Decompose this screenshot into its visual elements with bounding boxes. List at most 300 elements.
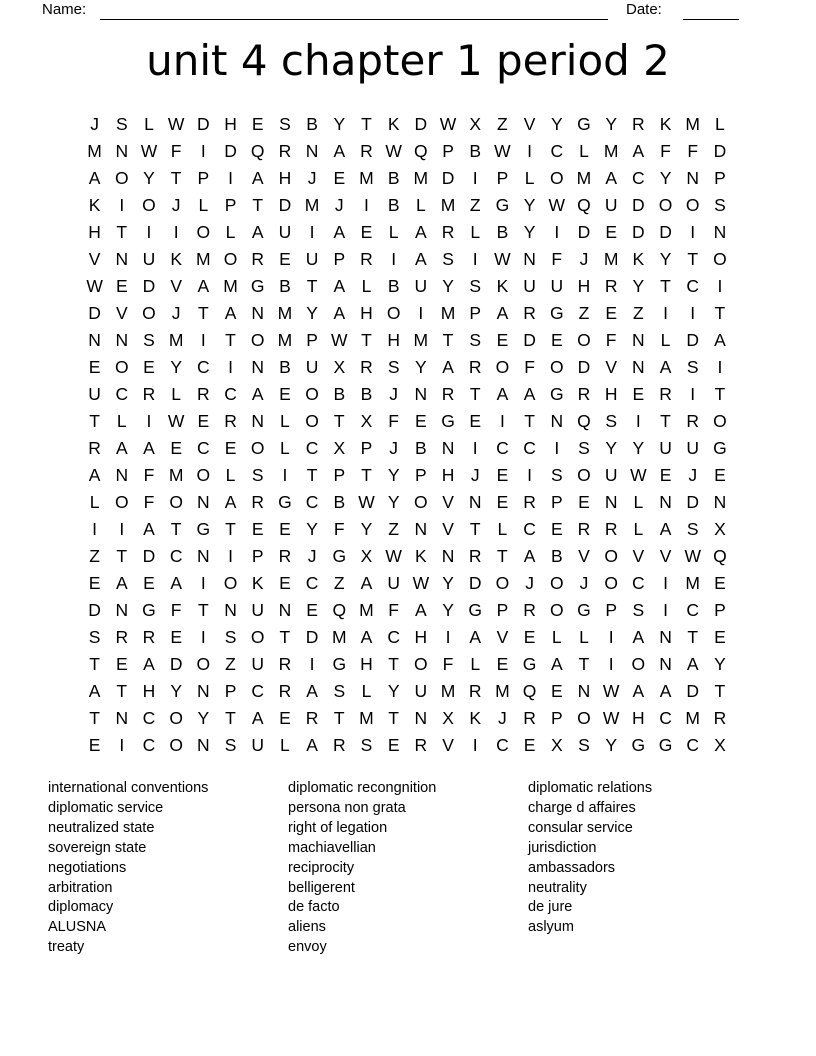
- name-label: Name:: [42, 1, 87, 18]
- word-list-item: diplomatic service: [48, 799, 164, 816]
- grid-letter: T: [225, 519, 236, 539]
- grid-letter: N: [659, 627, 672, 647]
- word-list-item: aslyum: [528, 919, 574, 936]
- grid-letter: I: [92, 519, 98, 539]
- grid-letter: I: [445, 627, 451, 647]
- grid-letter: T: [89, 708, 100, 728]
- grid-letter: T: [388, 708, 399, 728]
- grid-letter: I: [554, 222, 560, 242]
- grid-letter: A: [170, 573, 182, 593]
- grid-letter: H: [441, 465, 455, 485]
- grid-letter: H: [632, 708, 645, 728]
- grid-letter: Y: [523, 222, 536, 242]
- grid-letter: W: [439, 114, 457, 134]
- grid-letter: D: [686, 681, 700, 701]
- grid-letter: U: [142, 249, 156, 269]
- grid-letter: I: [690, 384, 696, 404]
- word-list-item: negotiations: [48, 859, 127, 876]
- grid-letter: R: [686, 411, 700, 431]
- grid-letter: A: [496, 303, 509, 323]
- grid-letter: N: [414, 519, 428, 539]
- grid-letter: Y: [143, 168, 155, 188]
- grid-letter: M: [196, 249, 211, 269]
- grid-letter: S: [578, 735, 590, 755]
- grid-letter: S: [143, 330, 155, 350]
- grid-letter: S: [605, 411, 617, 431]
- grid-letter: I: [200, 627, 206, 647]
- grid-letter: F: [170, 141, 182, 161]
- grid-letter: S: [686, 519, 699, 539]
- grid-letter: A: [224, 492, 237, 512]
- grid-letter: P: [415, 465, 427, 485]
- grid-letter: I: [472, 735, 478, 755]
- grid-letter: U: [604, 195, 618, 215]
- grid-letter: L: [280, 735, 290, 755]
- word-list-item: de jure: [528, 899, 573, 916]
- grid-letter: E: [496, 465, 509, 485]
- grid-letter: B: [333, 384, 346, 404]
- grid-letter: K: [387, 114, 400, 134]
- grid-letter: B: [333, 492, 346, 512]
- grid-letter: N: [115, 141, 129, 161]
- grid-letter: Y: [550, 114, 563, 134]
- grid-letter: A: [659, 519, 672, 539]
- grid-letter: T: [361, 465, 372, 485]
- grid-letter: E: [88, 357, 101, 377]
- grid-letter: U: [305, 249, 319, 269]
- grid-letter: J: [90, 114, 99, 134]
- grid-letter: N: [197, 492, 210, 512]
- grid-letter: O: [549, 357, 564, 377]
- grid-letter: C: [197, 438, 210, 458]
- grid-letter: J: [389, 384, 399, 404]
- grid-letter: R: [88, 438, 101, 458]
- grid-letter: M: [304, 195, 320, 215]
- grid-letter: O: [114, 492, 129, 512]
- grid-letter: T: [197, 600, 209, 620]
- grid-letter: O: [685, 195, 700, 215]
- grid-letter: A: [605, 168, 617, 188]
- grid-letter: T: [306, 465, 318, 485]
- grid-letter: F: [170, 600, 182, 620]
- grid-letter: N: [115, 249, 129, 269]
- grid-letter: A: [415, 249, 427, 269]
- grid-letter: T: [170, 168, 182, 188]
- grid-letter: U: [414, 276, 428, 296]
- grid-letter: Z: [225, 654, 236, 674]
- grid-letter: E: [279, 384, 291, 404]
- word-list-item: diplomacy: [48, 899, 114, 916]
- grid-letter: M: [603, 249, 619, 269]
- grid-letter: W: [385, 546, 402, 566]
- grid-letter: W: [548, 195, 566, 215]
- grid-letter: Y: [714, 654, 726, 674]
- grid-letter: A: [415, 600, 427, 620]
- grid-letter: R: [224, 411, 237, 431]
- grid-letter: J: [171, 303, 181, 323]
- grid-letter: T: [714, 384, 726, 404]
- grid-letter: W: [358, 492, 375, 512]
- grid-letter: G: [196, 519, 211, 539]
- grid-letter: G: [495, 195, 510, 215]
- grid-letter: P: [714, 600, 726, 620]
- grid-letter: A: [333, 303, 346, 323]
- grid-letter: L: [551, 627, 562, 647]
- grid-letter: W: [385, 141, 402, 161]
- grid-letter: V: [115, 303, 128, 323]
- grid-letter: T: [306, 276, 318, 296]
- grid-letter: T: [578, 654, 590, 674]
- grid-letter: A: [415, 222, 427, 242]
- grid-letter: N: [713, 222, 727, 242]
- grid-letter: E: [279, 708, 291, 728]
- word-list-item: jurisdiction: [528, 839, 597, 856]
- grid-letter: N: [659, 492, 672, 512]
- word-search-grid: [81, 111, 734, 759]
- word-list-item: de facto: [288, 899, 340, 916]
- grid-letter: A: [115, 573, 128, 593]
- grid-letter: F: [143, 492, 155, 512]
- grid-letter: N: [197, 735, 210, 755]
- grid-letter: Y: [605, 114, 617, 134]
- grid-letter: R: [604, 276, 618, 296]
- grid-letter: L: [89, 492, 100, 512]
- grid-letter: A: [659, 357, 672, 377]
- grid-letter: C: [305, 492, 319, 512]
- grid-letter: A: [632, 141, 645, 161]
- grid-letter: W: [602, 708, 620, 728]
- grid-letter: I: [228, 546, 233, 566]
- grid-letter: O: [196, 222, 211, 242]
- grid-letter: W: [684, 546, 701, 566]
- grid-letter: R: [577, 384, 591, 404]
- grid-letter: E: [143, 573, 155, 593]
- grid-letter: B: [279, 276, 291, 296]
- grid-letter: Z: [89, 546, 100, 566]
- grid-letter: R: [441, 222, 455, 242]
- grid-letter: N: [197, 681, 210, 701]
- grid-letter: O: [549, 600, 564, 620]
- grid-letter: R: [468, 357, 482, 377]
- grid-letter: P: [496, 168, 509, 188]
- grid-letter: A: [197, 276, 210, 296]
- grid-letter: I: [309, 654, 315, 674]
- grid-letter: A: [224, 303, 237, 323]
- grid-letter: N: [713, 492, 727, 512]
- grid-letter: E: [115, 654, 128, 674]
- grid-letter: O: [658, 195, 673, 215]
- grid-letter: X: [550, 735, 563, 755]
- grid-letter: O: [250, 330, 265, 350]
- grid-letter: O: [495, 357, 510, 377]
- word-list-item: arbitration: [48, 879, 113, 896]
- grid-letter: L: [280, 411, 290, 431]
- grid-letter: T: [170, 519, 182, 539]
- grid-letter: F: [551, 249, 563, 269]
- grid-letter: A: [306, 735, 318, 755]
- grid-letter: T: [524, 411, 535, 431]
- grid-letter: I: [282, 465, 288, 485]
- grid-letter: Y: [659, 249, 672, 269]
- grid-letter: Y: [170, 681, 182, 701]
- grid-letter: D: [686, 492, 700, 512]
- grid-letter: J: [171, 195, 181, 215]
- grid-letter: N: [659, 654, 672, 674]
- word-column: [288, 779, 526, 958]
- grid-letter: Q: [414, 141, 428, 161]
- grid-letter: O: [142, 195, 156, 215]
- grid-letter: G: [332, 546, 347, 566]
- grid-letter: T: [469, 384, 481, 404]
- grid-letter: L: [144, 114, 154, 134]
- grid-letter: T: [197, 303, 209, 323]
- grid-letter: R: [523, 600, 536, 620]
- grid-letter: Y: [605, 735, 617, 755]
- grid-letter: G: [142, 600, 156, 620]
- grid-letter: I: [663, 303, 668, 323]
- grid-letter: G: [468, 600, 483, 620]
- grid-letter: C: [632, 168, 645, 188]
- grid-letter: N: [115, 708, 129, 728]
- grid-letter: C: [169, 546, 183, 566]
- grid-letter: I: [690, 303, 696, 323]
- grid-letter: Q: [250, 141, 265, 161]
- grid-letter: S: [115, 114, 128, 134]
- grid-letter: B: [550, 546, 563, 566]
- grid-letter: N: [632, 330, 645, 350]
- grid-letter: O: [114, 357, 129, 377]
- grid-letter: E: [496, 330, 509, 350]
- grid-letter: H: [278, 168, 292, 188]
- grid-letter: F: [333, 519, 345, 539]
- grid-letter: T: [89, 654, 100, 674]
- grid-letter: L: [198, 195, 209, 215]
- grid-letter: M: [168, 465, 184, 485]
- word-list-item: machiavellian: [288, 839, 376, 856]
- word-list-item: diplomatic recongnition: [288, 780, 437, 796]
- grid-letter: O: [604, 546, 618, 566]
- grid-letter: C: [550, 141, 564, 161]
- grid-letter: O: [577, 465, 591, 485]
- grid-letter: E: [279, 573, 291, 593]
- word-list-item: envoy: [288, 939, 327, 956]
- grid-letter: N: [251, 357, 265, 377]
- grid-letter: Y: [442, 573, 454, 593]
- grid-letter: P: [714, 168, 726, 188]
- grid-letter: D: [142, 276, 156, 296]
- grid-letter: O: [223, 249, 238, 269]
- grid-letter: I: [663, 600, 668, 620]
- grid-letter: Z: [578, 303, 590, 323]
- grid-letter: I: [119, 519, 125, 539]
- grid-letter: Y: [306, 303, 318, 323]
- grid-letter: A: [251, 708, 264, 728]
- grid-letter: C: [496, 735, 509, 755]
- grid-letter: U: [251, 600, 265, 620]
- grid-letter: O: [414, 492, 428, 512]
- grid-letter: N: [197, 546, 210, 566]
- grid-letter: R: [278, 681, 292, 701]
- grid-letter: S: [333, 681, 346, 701]
- grid-letter: I: [119, 195, 125, 215]
- grid-letter: P: [605, 600, 617, 620]
- grid-letter: R: [251, 492, 265, 512]
- grid-letter: S: [360, 735, 373, 755]
- grid-letter: I: [690, 222, 696, 242]
- grid-letter: C: [305, 438, 319, 458]
- grid-letter: I: [119, 735, 125, 755]
- grid-letter: M: [277, 330, 293, 350]
- word-list-item: sovereign state: [48, 839, 147, 856]
- grid-letter: Y: [442, 276, 454, 296]
- grid-letter: P: [224, 195, 237, 215]
- grid-letter: T: [361, 114, 372, 134]
- grid-letter: S: [279, 114, 291, 134]
- grid-letter: T: [388, 654, 399, 674]
- grid-letter: R: [604, 519, 618, 539]
- grid-letter: U: [251, 654, 265, 674]
- grid-letter: Q: [577, 411, 591, 431]
- word-list-item: reciprocity: [288, 859, 355, 876]
- grid-letter: B: [496, 222, 509, 242]
- grid-letter: A: [333, 141, 346, 161]
- grid-letter: E: [496, 654, 509, 674]
- grid-letter: L: [470, 222, 481, 242]
- grid-letter: R: [523, 303, 536, 323]
- grid-letter: R: [523, 708, 536, 728]
- grid-letter: R: [305, 708, 319, 728]
- grid-letter: H: [360, 654, 373, 674]
- grid-letter: W: [630, 465, 647, 485]
- grid-letter: N: [305, 141, 319, 161]
- grid-letter: D: [224, 141, 237, 161]
- grid-letter: V: [442, 519, 454, 539]
- word-list-item: persona non grata: [288, 799, 406, 816]
- grid-letter: A: [88, 168, 101, 188]
- grid-letter: P: [550, 708, 563, 728]
- grid-letter: W: [140, 141, 158, 161]
- grid-letter: S: [686, 357, 699, 377]
- grid-letter: I: [418, 303, 424, 323]
- grid-letter: O: [549, 168, 564, 188]
- grid-letter: Z: [469, 195, 481, 215]
- grid-letter: D: [468, 573, 482, 593]
- grid-letter: T: [333, 708, 345, 728]
- grid-letter: C: [686, 600, 700, 620]
- grid-letter: D: [197, 114, 210, 134]
- grid-letter: Z: [497, 114, 508, 134]
- grid-letter: N: [686, 168, 700, 188]
- grid-letter: C: [224, 384, 237, 404]
- grid-letter: C: [115, 384, 129, 404]
- name-blank-line: [100, 1, 608, 20]
- grid-letter: D: [142, 546, 156, 566]
- grid-letter: M: [685, 708, 700, 728]
- grid-letter: O: [169, 708, 183, 728]
- grid-letter: L: [579, 141, 589, 161]
- grid-letter: X: [442, 708, 454, 728]
- grid-letter: C: [686, 276, 700, 296]
- grid-letter: Y: [605, 438, 617, 458]
- grid-letter: L: [361, 681, 372, 701]
- grid-letter: O: [577, 708, 591, 728]
- grid-letter: I: [472, 249, 478, 269]
- grid-letter: N: [251, 303, 265, 323]
- grid-letter: Q: [522, 681, 537, 701]
- grid-letter: E: [88, 573, 101, 593]
- grid-letter: U: [686, 438, 700, 458]
- grid-letter: R: [197, 384, 210, 404]
- grid-letter: I: [146, 411, 152, 431]
- grid-letter: I: [472, 438, 478, 458]
- grid-letter: E: [523, 627, 536, 647]
- grid-letter: O: [631, 654, 646, 674]
- grid-letter: Z: [632, 303, 644, 323]
- grid-letter: T: [714, 303, 726, 323]
- grid-letter: S: [714, 195, 726, 215]
- grid-letter: A: [632, 681, 645, 701]
- grid-letter: W: [494, 249, 511, 269]
- grid-letter: F: [388, 411, 399, 431]
- grid-letter: O: [713, 249, 727, 269]
- grid-letter: A: [714, 330, 726, 350]
- grid-letter: R: [360, 249, 373, 269]
- grid-letter: F: [660, 141, 671, 161]
- grid-letter: J: [307, 168, 317, 188]
- grid-letter: I: [527, 141, 533, 161]
- grid-letter: E: [197, 411, 210, 431]
- word-list-item: diplomatic relations: [528, 780, 653, 796]
- word-list-item: treaty: [48, 939, 85, 956]
- grid-letter: E: [469, 411, 482, 431]
- grid-letter: A: [143, 654, 155, 674]
- word-list-item: neutrality: [528, 879, 587, 896]
- grid-letter: C: [659, 708, 672, 728]
- grid-letter: I: [554, 438, 560, 458]
- date-blank-line: [683, 1, 739, 20]
- grid-letter: C: [142, 708, 156, 728]
- grid-letter: M: [576, 168, 592, 188]
- grid-letter: L: [579, 627, 589, 647]
- grid-letter: E: [170, 627, 182, 647]
- grid-letter: E: [360, 222, 373, 242]
- grid-letter: V: [88, 249, 101, 269]
- grid-letter: U: [278, 222, 292, 242]
- grid-letter: T: [116, 222, 128, 242]
- grid-letter: R: [523, 492, 536, 512]
- grid-letter: M: [331, 627, 347, 647]
- grid-letter: N: [577, 681, 591, 701]
- grid-letter: O: [250, 627, 265, 647]
- grid-letter: M: [359, 600, 374, 620]
- grid-letter: S: [251, 465, 264, 485]
- grid-letter: R: [115, 627, 129, 647]
- grid-letter: T: [497, 546, 508, 566]
- grid-letter: H: [88, 222, 101, 242]
- grid-letter: I: [200, 330, 206, 350]
- grid-letter: E: [714, 573, 726, 593]
- grid-letter: X: [360, 546, 373, 566]
- grid-letter: W: [167, 114, 185, 134]
- grid-letter: T: [252, 195, 264, 215]
- grid-letter: D: [278, 195, 292, 215]
- grid-letter: P: [333, 249, 346, 269]
- grid-letter: D: [632, 222, 645, 242]
- grid-letter: W: [412, 573, 430, 593]
- grid-letter: F: [143, 465, 155, 485]
- grid-letter: F: [442, 654, 454, 674]
- grid-letter: D: [577, 357, 591, 377]
